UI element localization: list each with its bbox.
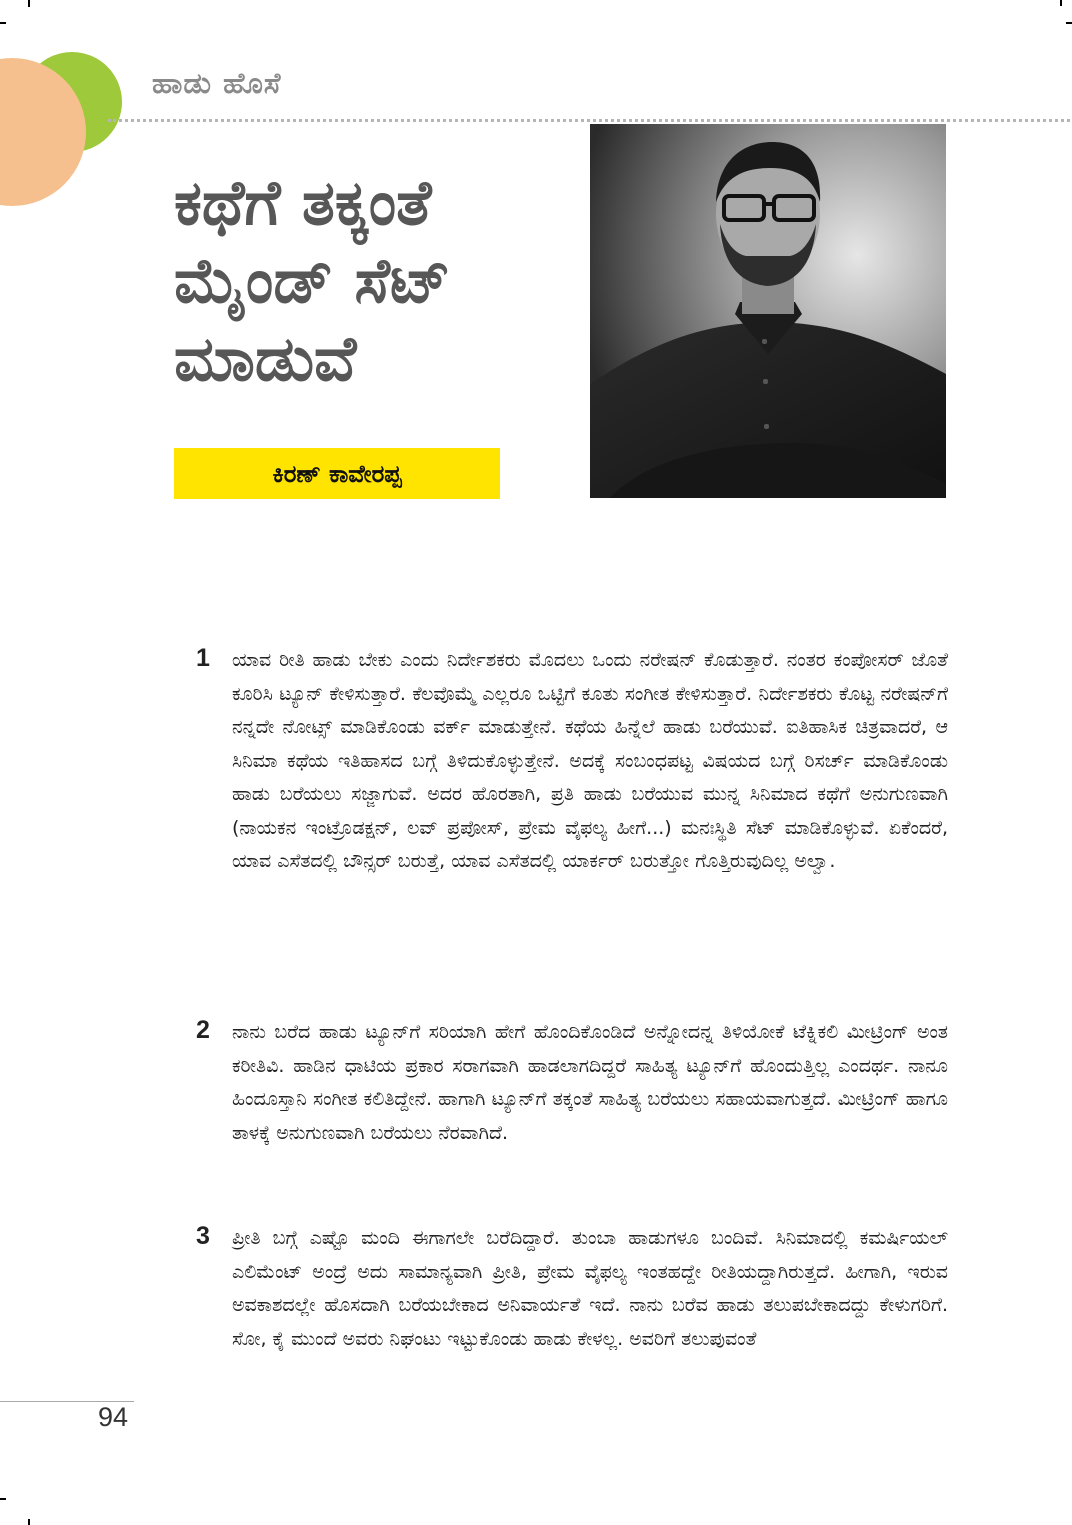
answer-text: ಯಾವ ರೀತಿ ಹಾಡು ಬೇಕು ಎಂದು ನಿರ್ದೇಶಕರು ಮೊದಲು ಒಂದು ನರೇಷನ್ ಕೊಡುತ್ತಾರೆ. ನಂತರ ಕಂಪೋಸರ್ ಜೊತೆ ಕೂರಿಸಿ ಟ್ಯೂನ್ ಕೇಳಿಸುತ್ತಾರೆ. ಕೆಲವೊಮ್ಮೆ ಎಲ್ಲರೂ ಒಟ್ಟಿಗೆ ಕೂತು ಸಂಗೀತ ಕೇಳಿಸುತ್ತಾರೆ. ನಿರ್ದೇಶಕರು ಕೊಟ್ಟ ನರೇಷನ್‌ಗೆ ನನ್ನದೇ ನೋಟ್ಸ್ ಮಾಡಿಕೊಂಡು ವರ್ಕ್ ಮಾಡುತ್ತೇನೆ. ಕಥೆಯ ಹಿನ್ನೆಲೆ ಹಾಡು ಬರೆಯುವೆ. ಐತಿಹಾಸಿಕ ಚಿತ್ರವಾದರೆ, ಆ ಸಿನಿಮಾ ಕಥೆಯ ಇತಿಹಾಸದ ಬಗ್ಗೆ ತಿಳಿದುಕೊಳ್ಳುತ್ತೇನೆ. ಅದಕ್ಕೆ ಸಂಬಂಧಪಟ್ಟ ವಿಷಯದ ಬಗ್ಗೆ ರಿಸರ್ಚ್ ಮಾಡಿಕೊಂಡು ಹಾಡು ಬರೆಯಲು ಸಜ್ಜಾಗುವೆ. ಅದರ ಹೊರತಾಗಿ, ಪ್ರತಿ ಹಾಡು ಬರೆಯುವ ಮುನ್ನ ಸಿನಿಮಾದ ಕಥೆಗೆ ಅನುಗುಣವಾಗಿ (ನಾಯಕನ ಇಂಟ್ರೊಡಕ್ಷನ್, ಲವ್ ಪ್ರಪೋಸ್, ಪ್ರೇಮ ವೈಫಲ್ಯ ಹೀಗೆ...) ಮನಃಸ್ಥಿತಿ ಸೆಟ್ ಮಾಡಿಕೊಳ್ಳುವೆ. ಏಕೆಂದರೆ, ಯಾವ ಎಸೆತದಲ್ಲಿ ಬೌನ್ಸರ್ ಬರುತ್ತೆ, ಯಾವ ಎಸೆತದಲ್ಲಿ ಯಾರ್ಕರ್ ಬರುತ್ತೋ ಗೊತ್ತಿರುವುದಿಲ್ಲ ಅಲ್ವಾ. (232, 649, 948, 872)
article-body (196, 644, 948, 879)
crop-mark (1066, 22, 1072, 24)
answer-number: 1 (196, 644, 210, 672)
article-body (196, 1222, 948, 1356)
answer-text: ಪ್ರೀತಿ ಬಗ್ಗೆ ಎಷ್ಟೊ ಮಂದಿ ಈಗಾಗಲೇ ಬರೆದಿದ್ದಾರೆ. ತುಂಬಾ ಹಾಡುಗಳೂ ಬಂದಿವೆ. ಸಿನಿಮಾದಲ್ಲಿ ಕಮರ್ಷಿಯಲ್ ಎಲಿಮೆಂಟ್ ಅಂದ್ರೆ ಅದು ಸಾಮಾನ್ಯವಾಗಿ ಪ್ರೀತಿ, ಪ್ರೇಮ ವೈಫಲ್ಯ ಇಂತಹದ್ದೇ ರೀತಿಯದ್ದಾಗಿರುತ್ತದೆ. ಹೀಗಾಗಿ, ಇರುವ ಅವಕಾಶದಲ್ಲೇ ಹೊಸದಾಗಿ ಬರೆಯಬೇಕಾದ ಅನಿವಾರ್ಯತೆ ಇದೆ. ನಾನು ಬರೆವ ಹಾಡು ತಲುಪಬೇಕಾದದ್ದು ಕೇಳುಗರಿಗೆ. ಸೋ, ಕೈ ಮುಂದೆ ಅವರು ನಿಘಂಟು ಇಟ್ಟುಕೊಂಡು ಹಾಡು ಕೇಳಲ್ಲ. ಅವರಿಗೆ ತಲುಪುವಂತೆ (232, 1227, 948, 1350)
author-banner (174, 448, 500, 499)
crop-mark (28, 1519, 30, 1525)
answer-3 (196, 1222, 948, 1356)
dotted-divider (108, 119, 1070, 122)
answer-number: 3 (196, 1222, 210, 1250)
author-name: ಕಿರಣ್ ಕಾವೇರಪ್ಪ (272, 459, 402, 488)
crop-mark (0, 22, 6, 24)
page-number: 94 (98, 1402, 129, 1432)
answer-text: ನಾನು ಬರೆದ ಹಾಡು ಟ್ಯೂನ್‌ಗೆ ಸರಿಯಾಗಿ ಹೇಗೆ ಹೊಂದಿಕೊಂಡಿದೆ ಅನ್ನೋದನ್ನ ತಿಳಿಯೋಕೆ ಟೆಕ್ನಿಕಲಿ ಮೀಟ್ರಿಂಗ್ ಅಂತ ಕರೀತಿವಿ. ಹಾಡಿನ ಧಾಟಿಯ ಪ್ರಕಾರ ಸರಾಗವಾಗಿ ಹಾಡಲಾಗದಿದ್ದರೆ ಸಾಹಿತ್ಯ ಟ್ಯೂನ್‌ಗೆ ಹೊಂದುತ್ತಿಲ್ಲ ಎಂದರ್ಥ. ನಾನೂ ಹಿಂದೂಸ್ತಾನಿ ಸಂಗೀತ ಕಲಿತಿದ್ದೇನೆ. ಹಾಗಾಗಿ ಟ್ಯೂನ್‌ಗೆ ತಕ್ಕಂತೆ ಸಾಹಿತ್ಯ ಬರೆಯಲು ಸಹಾಯವಾಗುತ್ತದೆ. ಮೀಟ್ರಿಂಗ್ ಹಾಗೂ ತಾಳಕ್ಕೆ ಅನುಗುಣವಾಗಿ ಬರೆಯಲು ನೆರವಾಗಿದೆ. (232, 1021, 948, 1144)
article-body (196, 1016, 948, 1150)
section-label: ಹಾಡು ಹೊಸೆ (152, 66, 282, 100)
crop-mark (1060, 0, 1062, 6)
answer-1 (196, 644, 948, 879)
author-portrait (590, 124, 946, 498)
portrait-illustration (590, 124, 946, 498)
crop-mark (0, 1498, 6, 1500)
answer-2 (196, 1016, 948, 1150)
article-title: ಕಥೆಗೆ ತಕ್ಕಂತೆ ಮೈಂಡ್ ಸೆಟ್ ಮಾಡುವೆ (174, 166, 451, 395)
crop-mark (28, 0, 30, 7)
answer-number: 2 (196, 1016, 210, 1044)
